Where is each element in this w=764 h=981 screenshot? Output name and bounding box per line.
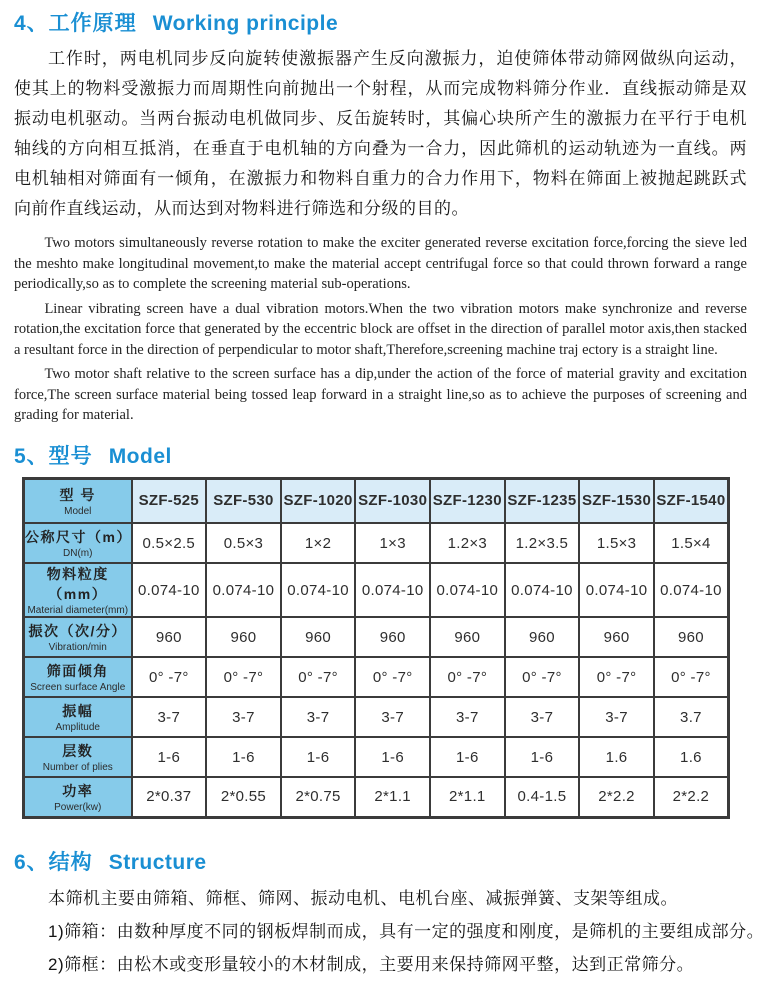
section-heading-zh: 5、型号 [14,444,93,468]
structure-line: 1)筛箱：由数种厚度不同的钢板焊制而成，具有一定的强度和刚度，是筛机的主要组成部分。 [48,921,764,941]
row-label-zh: 振幅 [62,703,94,719]
spec-value-cell: 0° -7° [654,657,729,697]
spec-row-label [24,523,132,563]
spec-value-cell: 3.7 [654,697,729,737]
section-heading-zh: 4、工作原理 [14,12,137,35]
spec-value-cell: 3-7 [206,697,281,737]
spec-value-cell: 3-7 [505,697,580,737]
spec-value-cell: 0.074-10 [355,563,430,617]
row-label-zh: 筛面倾角 [46,663,109,679]
spec-value-cell: 0.074-10 [430,563,505,617]
spec-value-cell: 1.2×3.5 [505,523,580,563]
row-label-en: Vibration/min [48,642,107,653]
spec-value-cell: 960 [654,617,729,657]
spec-value-cell: 3-7 [579,697,654,737]
spec-row-label [24,657,132,697]
model-col-header: SZF-1230 [430,478,505,523]
model-col-header: SZF-1540 [654,478,729,523]
row-label-zh: 功率 [62,782,94,799]
corner-label-en: Model [64,505,92,517]
spec-value-cell: 960 [430,617,505,657]
spec-row-amplitude [24,697,729,737]
row-label-zh: 层数 [62,743,94,759]
row-label-en: Screen surface Angle [30,682,126,693]
section-heading-en: Structure [108,850,207,874]
spec-value-cell: 2*2.2 [654,777,729,817]
spec-value-cell: 960 [505,617,580,657]
spec-value-cell: 0° -7° [579,657,654,697]
spec-row-screen-angle [24,657,729,697]
spec-value-cell: 2*0.37 [132,777,207,817]
en-paragraph: Two motors simultaneously reverse rotation to make the exciter generated reverse excitation force,forcing the sieve led the meshto make longitudinal movement,to make the material accept centrifugal force so that could thrown forward a range periodically,so as to complete the screening material sub-operations. [14,235,747,292]
working-principle-paragraphs-en [0,233,762,426]
spec-value-cell: 0° -7° [132,657,207,697]
spec-value-cell: 1.6 [654,737,729,777]
row-label-zh: 公称尺寸（m） [25,529,132,545]
section-heading-zh: 6、结构 [14,850,93,874]
spec-value-cell: 0.074-10 [654,563,729,617]
spec-value-cell: 0° -7° [430,657,505,697]
spec-value-cell: 0° -7° [281,657,356,697]
en-paragraph: Two motor shaft relative to the screen surface has a dip,under the action of the force of material gravity and excitation force,The screen surface material being tossed leap forward in a straight line,so as to achieve the purposes of screening and grading for material. [14,366,747,423]
row-label-zh: 振次（次/分） [28,623,127,639]
spec-value-cell: 0° -7° [355,657,430,697]
spec-value-cell: 1-6 [206,737,281,777]
table-header-row [24,478,729,523]
spec-value-cell: 0.074-10 [206,563,281,617]
spec-value-cell: 2*0.55 [206,777,281,817]
spec-value-cell: 2*1.1 [430,777,505,817]
spec-value-cell: 0.074-10 [579,563,654,617]
spec-row-label [24,697,132,737]
working-principle-paragraph-zh: 工作时，两电机同步反向旋转使激振器产生反向激振力，迫使筛体带动筛网做纵向运动，使其上的物料受激振力而周期性向前抛出一个射程，从而完成物料筛分作业．直线振动筛是双振动电机驱动。当两台振动电机做同步、反缶旋转时，其偏心块所产生的激振力在平行于电机轴线的方向相互抵消，在垂直于电机轴的方向叠为一合力，因此筛机的运动轨迹为一直线。两电机轴相对筛面有一倾角，在激振力和物料自重力的合力作用下，物料在筛面上被抛起跳跃式向前作直线运动，从而达到对物料进行筛选和分级的目的。 [14,49,747,218]
spec-row-dn [24,523,729,563]
model-col-header: SZF-1530 [579,478,654,523]
spec-value-cell: 0.074-10 [132,563,207,617]
spec-value-cell: 960 [206,617,281,657]
model-col-header: SZF-530 [206,478,281,523]
spec-value-cell: 1-6 [505,737,580,777]
spec-value-cell: 3-7 [355,697,430,737]
spec-value-cell: 1.5×4 [654,523,729,563]
spec-value-cell: 1-6 [355,737,430,777]
section-heading-structure [14,846,748,876]
spec-value-cell: 960 [355,617,430,657]
spec-value-cell: 1-6 [430,737,505,777]
spec-value-cell: 1×3 [355,523,430,563]
row-label-en: Amplitude [55,722,100,733]
model-col-header: SZF-1030 [355,478,430,523]
table-corner-cell [24,478,132,523]
spec-value-cell: 3-7 [430,697,505,737]
spec-value-cell: 1×2 [281,523,356,563]
spec-value-cell: 960 [132,617,207,657]
spec-value-cell: 2*0.75 [281,777,356,817]
model-col-header: SZF-1235 [505,478,580,523]
spec-value-cell: 0° -7° [206,657,281,697]
spec-row-plies [24,737,729,777]
section-heading-working-principle [14,0,748,37]
spec-value-cell: 0.074-10 [505,563,580,617]
spec-value-cell: 1-6 [281,737,356,777]
spec-value-cell: 2*2.2 [579,777,654,817]
row-label-zh: 物料粒度（mm） [46,566,109,602]
row-label-en: Material diameter(mm) [27,605,129,616]
spec-row-label [24,563,132,617]
spec-value-cell: 3-7 [281,697,356,737]
spec-value-cell: 960 [281,617,356,657]
corner-label-zh: 型 号 [59,486,96,503]
model-col-header: SZF-525 [132,478,207,523]
spec-value-cell: 1.5×3 [579,523,654,563]
row-label-en: Number of plies [42,762,113,773]
spec-value-cell: 3-7 [132,697,207,737]
spec-value-cell: 2*1.1 [355,777,430,817]
spec-row-label [24,737,132,777]
spec-value-cell: 0.074-10 [281,563,356,617]
model-spec-table [22,477,730,819]
spec-value-cell: 0.4-1.5 [505,777,580,817]
section-heading-model [14,440,748,470]
spec-row-material-diameter [24,563,729,617]
structure-line: 2)筛框：由松木或变形量较小的木材制成，主要用来保持筛网平整，达到正常筛分。 [48,954,695,974]
structure-line: 本筛机主要由筛箱、筛框、筛网、振动电机、电机台座、减振弹簧、支架等组成。 [48,888,678,908]
spec-value-cell: 1-6 [132,737,207,777]
spec-row-label [24,777,132,817]
spec-value-cell: 0° -7° [505,657,580,697]
row-label-en: DN(m) [63,548,93,559]
spec-value-cell: 0.5×3 [206,523,281,563]
section-heading-en: Model [108,444,172,468]
spec-value-cell: 0.5×2.5 [132,523,207,563]
spec-value-cell: 1.6 [579,737,654,777]
spec-value-cell: 1.2×3 [430,523,505,563]
model-col-header: SZF-1020 [281,478,356,523]
spec-value-cell: 960 [579,617,654,657]
row-label-en: Power(kw) [54,801,102,813]
spec-row-vibration [24,617,729,657]
spec-row-label [24,617,132,657]
spec-row-power [24,777,729,817]
section-heading-en: Working principle [152,12,339,35]
en-paragraph: Linear vibrating screen have a dual vibration motors.When the two vibration motors make synchronize and reverse rotation,the excitation force that generated by the eccentric block are offset in the direction of parallel motor axis,then stacked a resultant force in the direction of perpendicular to motor shaft,Therefore,screening machine traj ectory is a straight line. [14,300,747,358]
